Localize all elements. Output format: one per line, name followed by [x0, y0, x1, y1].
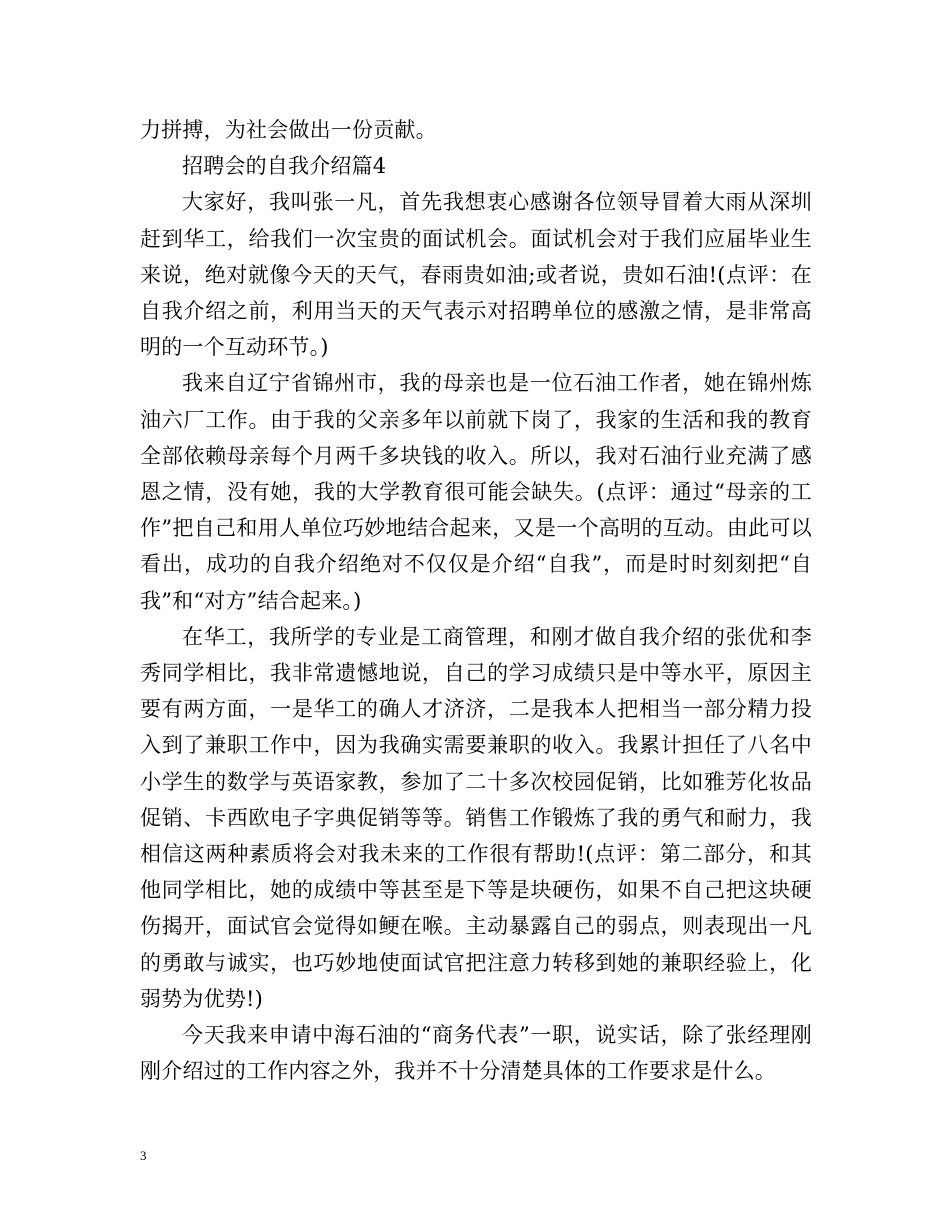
paragraph-continuation: 力拼搏，为社会做出一份贡献。 — [140, 118, 437, 142]
paragraph-greeting: 大家好，我叫张一凡，首先我想衷心感谢各位领导冒着大雨从深圳赶到华工，给我们一次宝贵的面试机会。面试机会对于我们应届毕业生来说，绝对就像今天的天气，春雨贵如油;或者说，贵如石油!(点评：在自我介绍之前，利用当天的天气表示对招聘单位的感激之情，是非常高明的一个互动环节。) — [140, 190, 812, 360]
paragraph-application: 今天我来申请中海石油的“商务代表”一职，说实话，除了张经理刚刚介绍过的工作内容之外，我并不十分清楚具体的工作要求是什么。 — [140, 1023, 812, 1084]
page-number: 3 — [140, 1148, 147, 1163]
body-text — [140, 112, 812, 1089]
paragraph-background: 我来自辽宁省锦州市，我的母亲也是一位石油工作者，她在锦州炼油六厂工作。由于我的父亲多年以前就下岗了，我家的生活和我的教育全部依赖母亲每个月两千多块钱的收入。所以，我对石油行业充满了感恩之情，没有她，我的大学教育很可能会缺失。(点评：通过“母亲的工作”把自己和用人单位巧妙地结合起来，又是一个高明的互动。由此可以看出，成功的自我介绍绝对不仅仅是介绍“自我”，而是时时刻刻把“自我”和“对方”结合起来。) — [140, 371, 812, 613]
paragraph-education: 在华工，我所学的专业是工商管理，和刚才做自我介绍的张优和李秀同学相比，我非常遗憾地说，自己的学习成绩只是中等水平，原因主要有两方面，一是华工的确人才济济，二是我本人把相当一部分精力投入到了兼职工作中，因为我确实需要兼职的收入。我累计担任了八名中小学生的数学与英语家教，参加了二十多次校园促销，比如雅芳化妆品促销、卡西欧电子字典促销等等。销售工作锻炼了我的勇气和耐力，我相信这两种素质将会对我未来的工作很有帮助!(点评：第二部分，和其他同学相比，她的成绩中等甚至是下等是块硬伤，如果不自己把这块硬伤揭开，面试官会觉得如鲠在喉。主动暴露自己的弱点，则表现出一凡的勇敢与诚实，也巧妙地使面试官把注意力转移到她的兼职经验上，化弱势为优势!) — [140, 624, 812, 1011]
section-heading: 招聘会的自我介绍篇4 — [182, 154, 387, 179]
